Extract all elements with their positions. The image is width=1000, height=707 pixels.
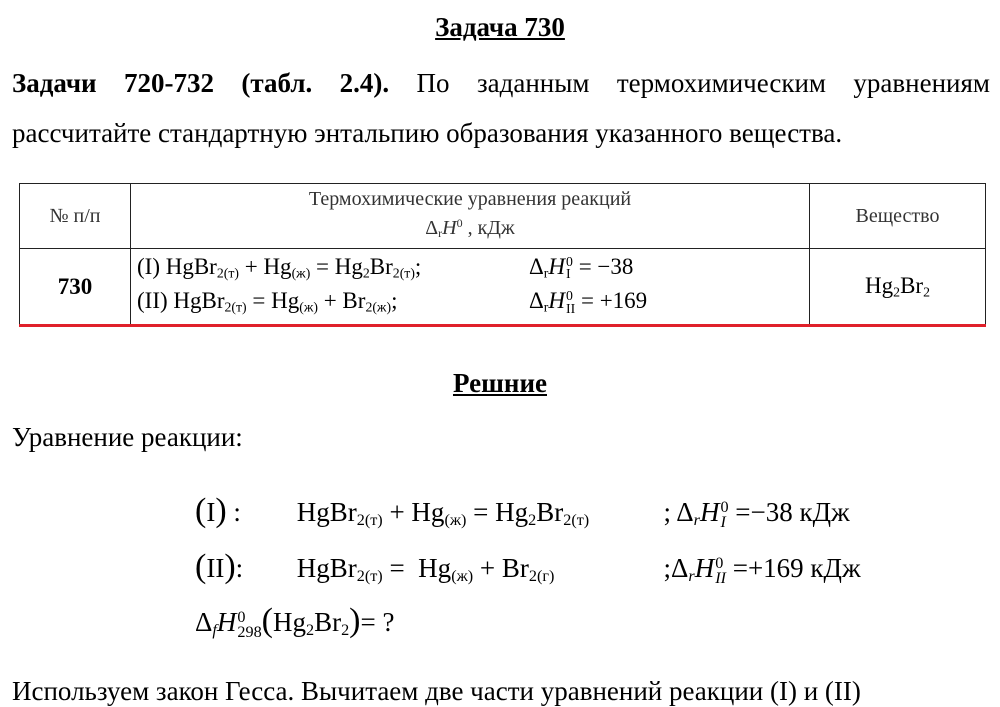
data-table: [19, 183, 986, 326]
continuation-text: Используем закон Гесса. Вычитаем две части уравнений реакции (I) и (II): [12, 676, 861, 706]
table-row: [20, 249, 986, 326]
problem-statement: [12, 58, 990, 158]
table-header-row: [20, 184, 986, 249]
table-equation-1: (I) HgBr$_{2(т)}$ + $Hg_{(ж)} = Hg_2Br_{2(т)}$; $\Delta_rH$ 0 I = −38: [137, 253, 634, 282]
table-equation-2: (II) HgBr$_{2(т)}$ = $Hg_{(ж)} + Br_{2(ж)}$; $\Delta_rH$ 0 II = +169: [137, 288, 648, 316]
col-equations-header: [131, 184, 810, 249]
reaction-label: Уравнение реакции:: [12, 422, 243, 452]
table-bottom-rule: [19, 324, 986, 327]
col-substance-header: Вещество: [810, 184, 986, 249]
row-equations: [131, 249, 810, 326]
math-equation-2: (II): HgBr$_{2(т)}$ = $Hg_{(ж)} + Br_{2(г)}$ $;\Delta_rH$ 0 II =+169 кДж: [195, 548, 861, 587]
row-substance: $Hg_2Br_2$: [810, 249, 986, 326]
col-number-header: № п/п: [20, 184, 131, 249]
solution-title: Решние: [452, 368, 547, 398]
math-equation-1: (I) : HgBr$_{2(т)}$ + $Hg_{(ж)} = Hg_2Br_{2(т)}$ ; $\Delta_rH$ 0 I =−38 кДж: [195, 492, 850, 531]
math-target: $\Delta_fH$ 0 298 $(Hg_2Br_2)=$ ?: [195, 602, 395, 641]
page-title: Задача 730: [435, 12, 565, 42]
col-equations-header-line1: Термохимические уравнения реакций: [308, 187, 632, 210]
row-number: 730: [20, 249, 131, 326]
problem-text-2: рассчитайте стандартную энтальпию образования указанного вещества.: [12, 118, 843, 148]
problem-text-1: По заданным термохимическим уравнениям: [389, 68, 990, 98]
problem-lead: Задачи 720-732 (табл. 2.4).: [12, 68, 390, 98]
col-equations-header-line2: $\Delta_rH^0$ , кДж: [425, 215, 515, 241]
problem-statement-line1: [12, 58, 990, 108]
